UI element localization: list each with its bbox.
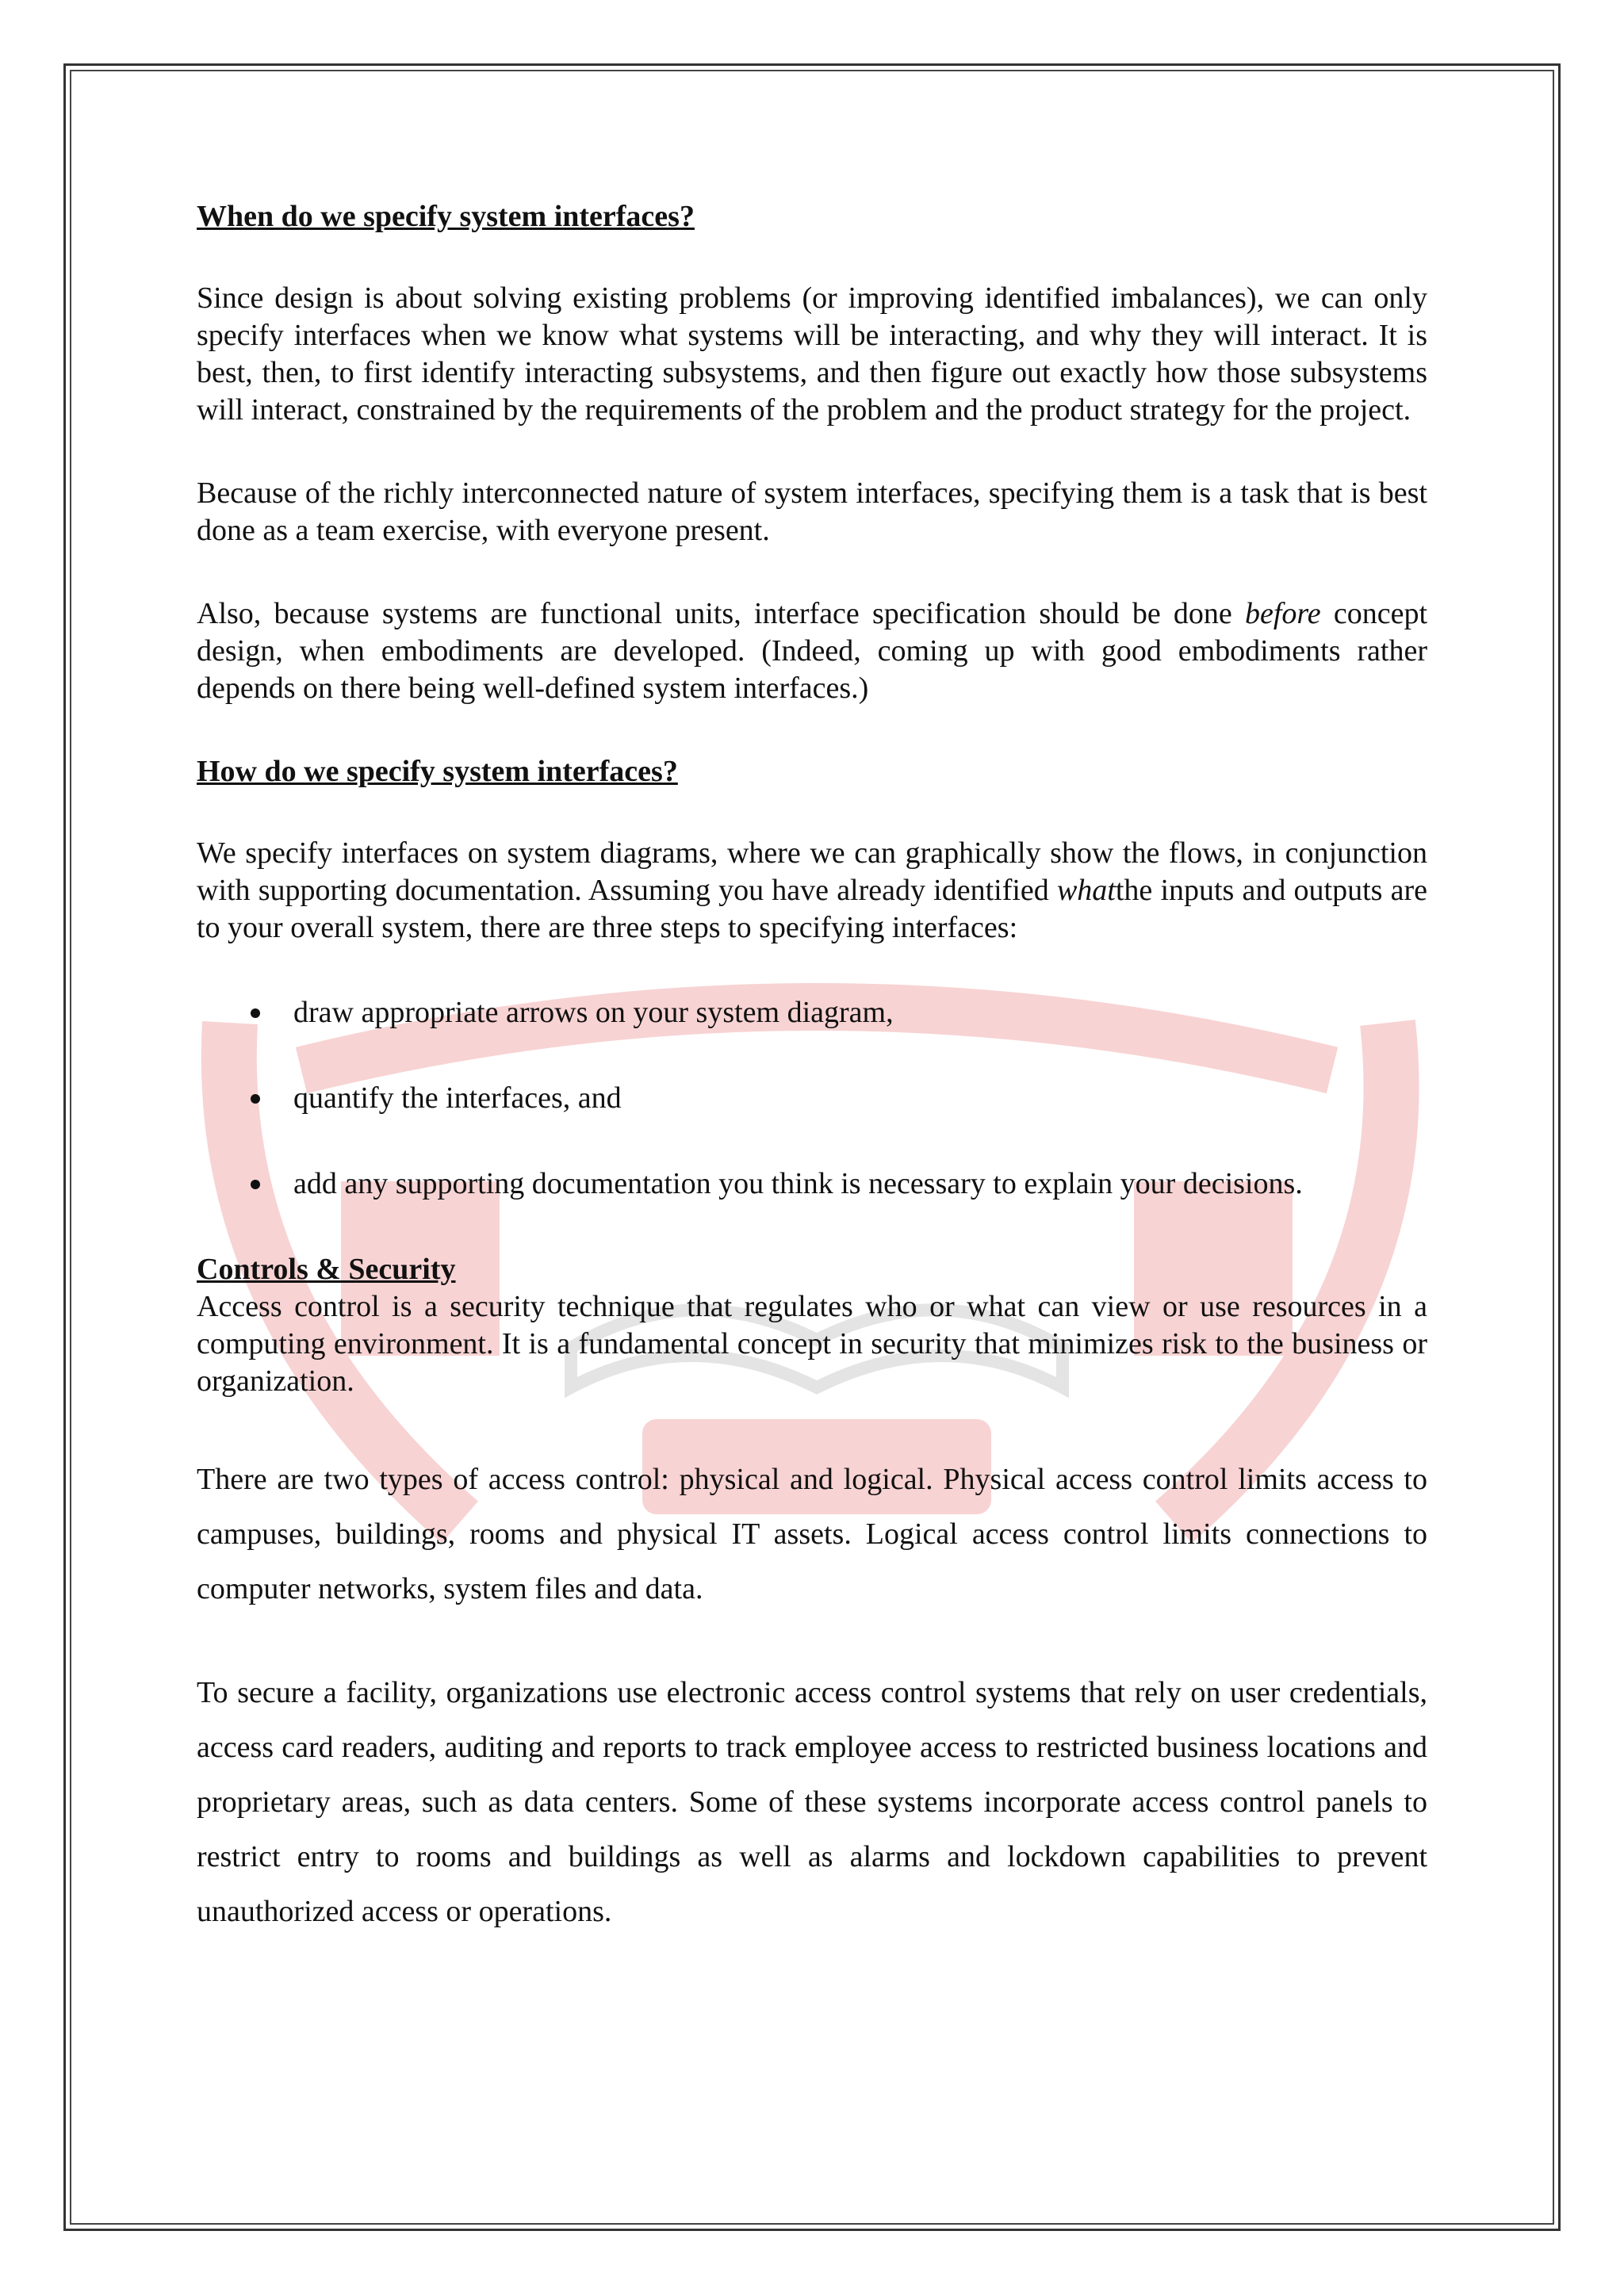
paragraph-interconnected: Because of the richly interconnected nature of system interfaces, specifying them is a task that is best done as a team exercise, with everyone present. xyxy=(197,476,1427,547)
heading-when-specify: When do we specify system interfaces? xyxy=(197,200,695,233)
bullet-icon xyxy=(251,1180,260,1189)
paragraph-system-diagrams xyxy=(197,835,1427,947)
document-content xyxy=(197,190,1427,1939)
text-run: Also, because systems are functional units, interface specification should be done xyxy=(197,597,1245,630)
bullet-icon xyxy=(251,1094,260,1104)
list-item-text: add any supporting documentation you think is necessary to explain your decisions. xyxy=(293,1167,1303,1200)
italic-before: before xyxy=(1244,597,1321,630)
bullet-icon xyxy=(251,1008,260,1018)
heading-how-specify: How do we specify system interfaces? xyxy=(197,755,678,788)
text-run: concept design, when embodiments are developed. (Indeed, coming up with good embodiments rather depends on there being well-defined system interfaces.) xyxy=(197,597,1428,705)
list-item-text: quantify the interfaces, and xyxy=(293,1081,622,1115)
paragraph-secure-facility: To secure a facility, organizations use electronic access control systems that rely on user credentials, access card readers, auditing and reports to track employee access to restricted business locations and proprietary areas, such as data centers. Some of these systems incorporate access control panels to restrict entry to rooms and buildings as well as alarms and lockdown capabilities to prevent unauthorized access or operations. xyxy=(197,1676,1427,1928)
text-run: We specify interfaces on system diagrams, where we can graphically show the flows, in conjunction with supporting documentation. Assuming you have already identified xyxy=(197,836,1427,907)
heading-controls-security: Controls & Security xyxy=(197,1253,456,1286)
paragraph-design-problems: Since design is about solving existing problems (or improving identified imbalances), we can only specify interfaces when we know what systems will be interacting, and why they will interact. It is best, then, to first identify interacting subsystems, and then figure out exactly how those subsystems will interact, constrained by the requirements of the problem and the product strategy for the project. xyxy=(197,281,1427,427)
list-item-text: draw appropriate arrows on your system diagram, xyxy=(293,996,894,1029)
italic-what: what xyxy=(1056,874,1116,907)
steps-list xyxy=(197,994,1427,1203)
paragraph-types-access: There are two types of access control: physical and logical. Physical access control limits access to campuses, buildings, rooms and physical IT assets. Logical access control limits connections to computer networks, system files and data. xyxy=(197,1463,1427,1605)
list-item xyxy=(197,1080,1427,1117)
paragraph-access-control: Access control is a security technique that regulates who or what can view or use resources in a computing environment. It is a fundamental concept in security that minimizes risk to the business or organization. xyxy=(197,1290,1427,1398)
list-item xyxy=(197,994,1427,1031)
paragraph-functional-units xyxy=(197,595,1427,707)
list-item xyxy=(197,1165,1427,1203)
text-run: the inputs and outputs are to your overall system, there are three steps to specifying interfaces: xyxy=(197,874,1427,944)
